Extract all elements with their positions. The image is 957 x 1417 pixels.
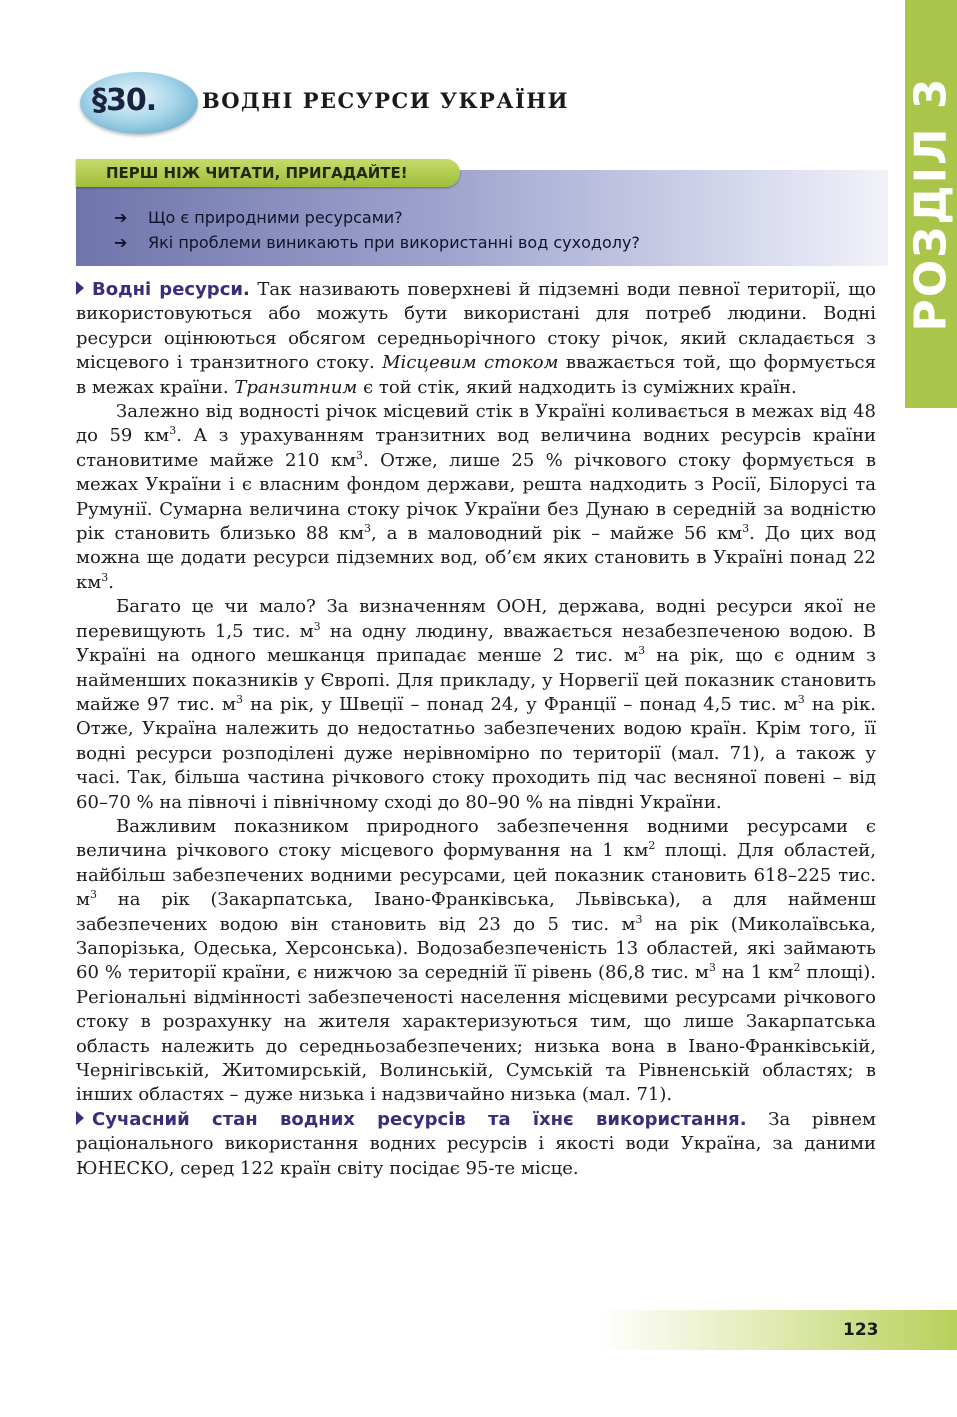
text: на рік (Миколаївська, Запорізька, Одеська, Херсонська). Водозабезпеченість 13 областей, які займають 60 % території країни, є нижчою за середній її рівень (86,8 тис. м [76,913,876,984]
text: Важливим показником природного забезпечення водними ресурсами є величина річкового стоку місцевого формування на 1 км [76,815,876,862]
paragraph [76,815,876,1108]
list-item [114,230,640,255]
text: . [108,571,114,593]
list-item [114,205,640,230]
text: площі. Для областей, найбільш забезпечених водними ресурсами, цей показник становить 618–225 тис. м [76,840,876,911]
text: . Отже, лише 25 % річкового стоку формується в межах України і є власним фондом держави, решта надходить з Росії, Білорусі та Румунії. Сумарна величина стоку річок України без Дунаю в середній за водністю рік становить близько 88 км [76,449,876,545]
text: Так називають поверхневі й підземні води певної території, що використовуються або можуть бути використані для потреб людини. Водні ресурси оцінюються обсягом середньорічного стоку річок, який складається з місцевого і транзитного стоку. [76,279,877,374]
recall-banner-label: ПЕРШ НІЖ ЧИТАТИ, ПРИГАДАЙТЕ! [106,164,408,182]
superscript: 3 [313,619,321,633]
text: , а в маловодний рік – майже 56 км [371,523,743,545]
recall-banner [76,159,460,187]
paragraph [76,400,876,595]
text: на рік. Отже, Україна належить до недостатньо забезпечених водою країн. Крім того, її водні ресурси розподілені дуже нерівномірно по території (мал. 71), а також у часі. Так, більша частина річкового стоку проходить під час весняної повені – від 60–70 % на півночі і північному сході до 80–90 % на півдні України. [76,693,876,813]
triangle-marker-icon [76,1111,84,1125]
text: вважається той, що формується в межах країни. [76,352,876,398]
recall-list [114,205,640,255]
paragraph [76,1108,876,1181]
text: площі). Регіональні відмінності забезпеченості населення місцевими ресурсами річкового стоку в розрахунку на жителя характеризуються тим, що лише Закарпатська область належить до середньозабезпечених; низька вона в Івано-Франківській, Чернігівській, Житомирській, Волинській, Сумській та Рівненській областях; в інших областях – дуже низька і надзвичайно низька (мал. 71). [76,962,876,1106]
superscript: 3 [235,692,243,706]
text: Залежно від водності річок місцевий стік в Україні коливається в межах від 48 до 59 км [76,401,876,447]
subheading: Водні ресурси. [92,279,250,300]
text: Багато це чи мало? За визначенням ООН, держава, водні ресурси якої не перевищують 1,5 тис. м [76,596,876,642]
arrow-right-icon: ➔ [114,233,128,252]
text: на одну людину, вважається незабезпеченою водою. В Україні на одного мешканця припадає менше 2 тис. м [76,620,876,667]
arrow-right-icon: ➔ [114,208,128,227]
text: . До цих вод можна ще додати ресурси підземних вод, об’єм яких становить в Україні понад 22 км [76,523,876,593]
superscript: 3 [364,522,372,536]
text: . А з урахуванням транзитних вод величина водних ресурсів країни становитиме майже 210 км [76,425,876,471]
page-number-band [600,1310,957,1350]
text: на рік, що є одним з найменших показників у Європі. Для прикладу, у Норвегії цей показник становить майже 97 тис. м [76,645,876,715]
superscript: 3 [101,570,109,584]
term: Транзитним [234,376,358,398]
superscript: 3 [797,692,805,706]
triangle-marker-icon [76,281,84,295]
term: Місцевим стоком [382,352,559,374]
text: є той стік, який надходить із суміжних країн. [357,376,797,398]
recall-question: Що є природними ресурсами? [148,208,403,227]
paragraph [76,278,876,400]
text: на 1 км [715,962,794,984]
page-number: 123 [843,1320,879,1340]
superscript: 3 [90,888,98,902]
text: За рівнем раціонального використання водних ресурсів і якості води Україна, за даними ЮНЕСКО, серед 122 країн світу посідає 95-те місце. [76,1108,876,1179]
superscript: 3 [635,912,643,926]
superscript: 2 [793,961,801,975]
recall-question: Які проблеми виникають при використанні вод суходолу? [148,233,640,252]
superscript: 3 [638,644,646,658]
paragraph-number: §30. [92,83,157,118]
main-text [76,278,876,1181]
paragraph [76,595,876,815]
page-title: ВОДНІ РЕСУРСИ УКРАЇНИ [202,88,569,113]
text: на рік, у Швеції – понад 24, у Франції – понад 4,5 тис. м [242,693,798,715]
superscript: 3 [708,961,716,975]
superscript: 2 [648,839,656,853]
section-tab-label: РОЗДІЛ 3 [905,76,957,332]
superscript: 3 [742,522,750,536]
text: на рік (Закарпатська, Івано-Франківська, Львівська), а для найменш забезпечених водою він становить від 23 до 5 тис. м [76,889,876,935]
subheading: Сучасний стан водних ресурсів та їхнє використання. [92,1108,747,1130]
superscript: 3 [169,424,177,438]
superscript: 3 [356,448,364,462]
section-tab [905,0,957,408]
